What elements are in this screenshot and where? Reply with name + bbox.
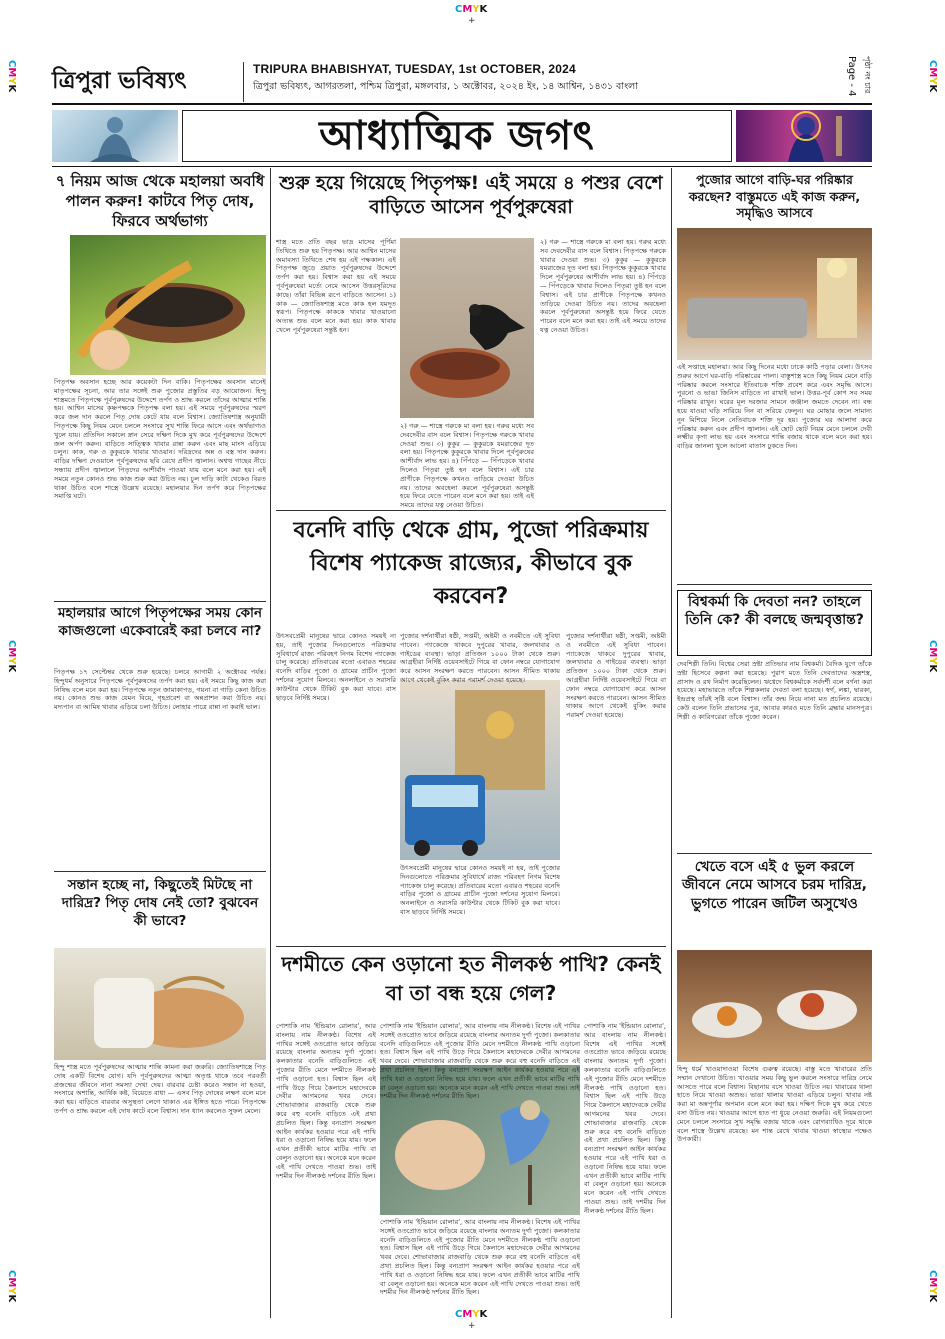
article-8-body-right: পোশাকি নাম 'ইন্ডিয়ান রোলার', আর বাংলায় নাম নীলকণ্ঠ। বিশেষ এই পাখির সঙ্গেই ওতপ্রোত ভাবে জড়িয়ে রয়েছে বাংলার অন্যতম দুর্গা পুজো। কলকাতার বনেদি বাড়িগুলিতে এই পুজোর রীতি মেনে দশমীতে নীলকণ্ঠ পাখি ওড়ানো হত। বিশ্বাস ছিল এই পাখি উড়ে গিয়ে কৈলাসে মহাদেবকে দেবীর আগমনের খবর দেবে। শোভাবাজার রাজবাড়ি থেকে শুরু করে বহু বনেদি বাড়িতে এই প্রথা প্রচলিত ছিল। কিন্তু বন্যপ্রাণ সংরক্ষণ আইন কার্যকর হওয়ার পরে এই পাখি ধরা ও ওড়ানো নিষিদ্ধ হয়ে যায়। ফলে এখন প্রতীকী ভাবে মাটির পাখি বা বেলুন ওড়ানো হয়। অনেকে মনে করেন এই পাখি দেখতে পাওয়া শুভ। তাই দশমীর দিন নীলকণ্ঠ দর্শনের রীতি ছিল। <box>584 1022 666 1215</box>
left-cmyk-mark-3: CMYK <box>6 1270 17 1303</box>
right-cmyk-mark-3: CMYK <box>927 1270 938 1303</box>
bottom-plus-mark: + <box>468 1321 476 1331</box>
masthead-rule <box>52 103 872 105</box>
divider-a2 <box>276 510 666 511</box>
right-cmyk-mark-2: CMYK <box>927 640 938 673</box>
left-cmyk-mark: CMYK <box>6 60 17 93</box>
shiva-meditation-image <box>52 110 178 162</box>
right-cmyk-mark: CMYK <box>927 60 938 93</box>
article-8-body-top: পোশাকি নাম 'ইন্ডিয়ান রোলার', আর বাংলায় নাম নীলকণ্ঠ। বিশেষ এই পাখির সঙ্গেই ওতপ্রোত ভাবে জড়িয়ে রয়েছে বাংলার অন্যতম দুর্গা পুজো। কলকাতার বনেদি বাড়িগুলিতে এই পুজোর রীতি মেনে দশমীতে নীলকণ্ঠ পাখি ওড়ানো হত। বিশ্বাস ছিল এই পাখি উড়ে গিয়ে কৈলাসে মহাদেবকে দেবীর আগমনের খবর দেবে। শোভাবাজার রাজবাড়ি থেকে শুরু করে বহু বনেদি বাড়িতে এই প্রথা প্রচলিত ছিল। কিন্তু বন্যপ্রাণ সংরক্ষণ আইন কার্যকর হওয়ার পরে এই পাখি ধরা ও ওড়ানো নিষিদ্ধ হয়ে যায়। ফলে এখন প্রতীকী ভাবে মাটির পাখি বা বেলুন ওড়ানো হয়। অনেকে মনে করেন এই পাখি দেখতে পাওয়া শুভ। তাই দশমীর দিন নীলকণ্ঠ দর্শনের রীতি ছিল। <box>380 1022 580 1101</box>
bottom-cmyk-mark: CMYK <box>455 1309 488 1320</box>
section-banner <box>182 110 732 162</box>
article-6-headline: মহালয়ার আগে পিতৃপক্ষের সময় কোন কাজগুলো একেবারেই করা চলবে না? <box>57 605 263 639</box>
tarpan-offering-image <box>70 235 266 375</box>
article-4-headline: বনেদি বাড়ি থেকে গ্রাম, পুজো পরিক্রমায় বিশেষ প্যাকেজ রাজ্যের, কীভাবে বুক করবেন? <box>293 518 649 609</box>
dateline-bengali: ত্রিপুরা ভবিষ্যৎ, আগরতলা, পশ্চিম ত্রিপুরা, মঙ্গলবার, ১ অক্টোবর, ২০২৪ ইং, ১৪ আশ্বিন, ১৪৩১ বাংলা <box>253 81 638 92</box>
article-3-body: এই সপ্তাহে মহালয়া। আর কিছু দিনের মধ্যে ঢাকে কাঠি পড়ার বেলা। উৎসব শুরুর আগে ঘর-বাড়ি পরিষ্কারের পালা। বাস্তুশাস্ত্র মতে কিছু নিয়ম মেনে বাড়ি পরিষ্কার করলে সংসারে ইতিবাচক শক্তি প্রবেশ করে এবং সমৃদ্ধি আসে। পুরনো ও ভাঙা জিনিস বাড়িতে না রাখাই ভাল। উত্তর-পূর্ব কোণ সব সময় পরিষ্কার রাখুন। ঘরের মূল দরজার সামনে জঞ্জাল জমতে দেবেন না। বন্ধ হয়ে যাওয়া ঘড়ি সারিয়ে নিন বা সরিয়ে ফেলুন। ঘর মোছার জলে সামান্য নুন মিশিয়ে নিলে নেতিবাচক শক্তি দূর হয়। পুজোর ঘর আলাদা করে পরিষ্কার করুন এবং প্রদীপ জ্বালান। এই ছোট ছোট নিয়ম মেনে চললে দেবী লক্ষ্মীর কৃপা লাভ হয় এবং সংসারে শান্তি বজায় থাকে বলে মনে করা হয়। বাড়ির জানলা খুলে আলো বাতাস ঢুকতে দিন। <box>677 363 872 451</box>
article-4-body-left: উৎসবপ্রেমী মানুষের দ্বারে কোনও সময়ই না হয়, তাই পুজোর দিনগুলোতে পরিক্রমার সুবিধার্থে রাজ্য পরিবহণ নিগম বিশেষ প্যাকেজ চালু করেছে। প্রতিবারের মতো এবারও শহরের বনেদি বাড়ির পুজো ও গ্রামের প্রাচীন পুজো দর্শনের সুযোগ মিলবে। অনলাইনে ও সরাসরি কাউন্টার থেকে টিকিট বুক করা যাবে। বাস ছাড়বে নির্দিষ্ট সময়ে। <box>276 632 396 702</box>
article-8-body-left: পোশাকি নাম 'ইন্ডিয়ান রোলার', আর বাংলায় নাম নীলকণ্ঠ। বিশেষ এই পাখির সঙ্গেই ওতপ্রোত ভাবে জড়িয়ে রয়েছে বাংলার অন্যতম দুর্গা পুজো। কলকাতার বনেদি বাড়িগুলিতে এই পুজোর রীতি মেনে দশমীতে নীলকণ্ঠ পাখি ওড়ানো হত। বিশ্বাস ছিল এই পাখি উড়ে গিয়ে কৈলাসে মহাদেবকে দেবীর আগমনের খবর দেবে। শোভাবাজার রাজবাড়ি থেকে শুরু করে বহু বনেদি বাড়িতে এই প্রথা প্রচলিত ছিল। কিন্তু বন্যপ্রাণ সংরক্ষণ আইন কার্যকর হওয়ার পরে এই পাখি ধরা ও ওড়ানো নিষিদ্ধ হয়ে যায়। ফলে এখন প্রতীকী ভাবে মাটির পাখি বা বেলুন ওড়ানো হয়। অনেকে মনে করেন এই পাখি দেখতে পাওয়া শুভ। তাই দশমীর দিন নীলকণ্ঠ দর্শনের রীতি ছিল। <box>276 1022 376 1180</box>
article-5-headline: বিশ্বকর্মা কি দেবতা নন? তাহলে তিনি কে? কী বলছে জন্মবৃত্তান্ত? <box>685 594 864 629</box>
divider-a3 <box>677 584 872 585</box>
wbtc-bus-durga-image <box>400 680 560 860</box>
kali-idol-image <box>736 110 872 162</box>
article-5-body: দেবশিল্পী তিনি। বিশ্বের সেরা স্রষ্টা প্রতিভার নাম বিশ্বকর্মা। বৈদিক যুগে তাঁকে স্রষ্টা হিসেবে কল্পনা করা হয়েছে। পুরাণ মতে তিনি দেবতাদের অস্ত্রশস্ত্র, প্রাসাদ ও রথ নির্মাণ করেছিলেন। ঋগ্বেদে বিশ্বকর্মাকে সর্বদর্শী বলে বর্ণনা করা হয়েছে। মহাভারতে তাঁকে শিল্পকলার দেবতা বলা হয়েছে। স্বর্গ, লঙ্কা, দ্বারকা, ইন্দ্রপ্রস্থ তাঁরই সৃষ্টি বলে বিশ্বাস। তাঁর জন্ম নিয়ে নানা মত প্রচলিত রয়েছে। কেউ বলেন তিনি প্রভাসের পুত্র, আবার কারও মতে তিনি ব্রহ্মার মানসপুত্র। শিল্পী ও কারিগরেরা তাঁকে পুজো করেন। <box>677 660 872 721</box>
article-4-body-right: পুজোর দর্শনার্থীরা ষষ্ঠী, সপ্তমী, অষ্টমী ও নবমীতে এই সুবিধা পাবেন। প্যাকেজে থাকবে দুপুরের খাবার, জলখাবার ও গাইডের ব্যবস্থা। ভাড়া প্রতিজন ১০০০ টাকা থেকে শুরু। আগ্রহীরা নির্দিষ্ট ওয়েবসাইটে গিয়ে বা ফোন নম্বরে যোগাযোগ করে আসন সংরক্ষণ করতে পারবেন। আসন সীমিত থাকায় আগে থেকেই বুকিং করার পরামর্শ দেওয়া হয়েছে। <box>566 632 666 720</box>
article-9-body: হিন্দু ধর্মে খাওয়াদাওয়া বিশেষ গুরুত্ব রয়েছে। বাস্তু মতে খাবারের প্রতি সম্মান দেখানো উচিত। খাওয়ার সময় কিছু ভুল করলে সংসারে দারিদ্র নেমে আসতে পারে বলে বিশ্বাস। বিছানায় বসে খাওয়া উচিত নয়। খাবারের থালা হাতে নিয়ে খাওয়া অশুভ। ভাঙা থালায় খাওয়া এড়িয়ে চলুন। খাবার নষ্ট করা মা অন্নপূর্ণার অপমান বলে মনে করা হয়। দক্ষিণ দিকে মুখ করে খেতে বসা উচিত নয়। খাওয়ার আগে হাত পা ধুয়ে নেওয়া জরুরি। এই নিয়মগুলো মেনে চললে সংসারে সুখ সমৃদ্ধি বজায় থাকে এবং রোগব্যাধিও দূরে থাকে বলে শাস্ত্রে উল্লেখ রয়েছে। মন শান্ত রেখে খাবার খাওয়া স্বাস্থ্যের পক্ষেও উপকারী। <box>677 1065 872 1144</box>
divider-a1 <box>54 601 266 602</box>
article-2-headline: শুরু হয়ে গিয়েছে পিতৃপক্ষ! এই সময়ে ৪ পশুর বেশে বাড়িতে আসেন পূর্বপুরুষেরা <box>279 173 663 219</box>
article-7-body: হিন্দু শাস্ত্র মতে পূর্বপুরুষদের আত্মার শান্তি কামনা করা জরুরি। জ্যোতিষশাস্ত্রে পিতৃ দোষ একটি বিশেষ যোগ। যদি পূর্বপুরুষদের আত্মা অতৃপ্ত থাকে তবে পরবর্তী প্রজন্মের জীবনে নানা সমস্যা দেখা দেয়। বারবার চেষ্টা করেও সন্তান না হওয়া, সংসারে অশান্তি, আর্থিক কষ্ট, বিয়েতে বাধা — এসব পিতৃ দোষের লক্ষণ বলে মনে করা হয়। বাড়িতে বারবার অসুস্থতা লেগে থাকাও এর ইঙ্গিত হতে পারে। পিতৃপক্ষে তর্পণ ও শ্রাদ্ধ করলে এই দোষ কাটে বলে বিশ্বাস। দান ধ্যান করলেও সুফল মেলে। <box>54 1063 266 1115</box>
page-number-label: Page - 4 <box>846 56 857 97</box>
bengali-meal-image <box>677 950 872 1062</box>
article-3-headline: পুজোর আগে বাড়ি-ঘর পরিষ্কার করছেন? বাস্তুমতে এই কাজ করুন, সমৃদ্ধিও আসবে <box>688 172 861 220</box>
divider-a6 <box>54 871 266 872</box>
living-room-image <box>677 228 872 360</box>
top-cmyk-mark: CMYK <box>455 4 488 15</box>
article-8-body-bottom: পোশাকি নাম 'ইন্ডিয়ান রোলার', আর বাংলায় নাম নীলকণ্ঠ। বিশেষ এই পাখির সঙ্গেই ওতপ্রোত ভাবে জড়িয়ে রয়েছে বাংলার অন্যতম দুর্গা পুজো। কলকাতার বনেদি বাড়িগুলিতে এই পুজোর রীতি মেনে দশমীতে নীলকণ্ঠ পাখি ওড়ানো হত। বিশ্বাস ছিল এই পাখি উড়ে গিয়ে কৈলাসে মহাদেবকে দেবীর আগমনের খবর দেবে। শোভাবাজার রাজবাড়ি থেকে শুরু করে বহু বনেদি বাড়িতে এই প্রথা প্রচলিত ছিল। কিন্তু বন্যপ্রাণ সংরক্ষণ আইন কার্যকর হওয়ার পরে এই পাখি ধরা ও ওড়ানো নিষিদ্ধ হয়ে যায়। ফলে এখন প্রতীকী ভাবে মাটির পাখি বা বেলুন ওড়ানো হয়। অনেকে মনে করেন এই পাখি দেখতে পাওয়া শুভ। তাই দশমীর দিন নীলকণ্ঠ দর্শনের রীতি ছিল। <box>380 1218 580 1297</box>
article-6-body: পিতৃপক্ষ ১৭ সেপ্টেম্বর থেকে শুরু হয়েছে। চলবে আগামী ২ অক্টোবর পর্যন্ত। হিন্দুধর্ম অনুসারে পিতৃপক্ষে পূর্বপুরুষদের তর্পণ করা হয়। এই সময়ে কিছু কাজ করা নিষিদ্ধ বলে মনে করা হয়। পিতৃপক্ষে নতুন জামাকাপড়, গয়না বা গাড়ি কেনা উচিত নয়। কোনও শুভ কাজ যেমন বিয়ে, গৃহপ্রবেশ বা অন্নপ্রাশন করা উচিত নয়। মদ্যপান বা আমিষ খাবার এড়িয়ে চলা উচিত। লোহার পাত্রে রান্না না করাই ভাল। <box>54 668 266 712</box>
masthead-divider <box>243 62 244 102</box>
page-number-label-bn: পৃষ্ঠা নং চার <box>863 56 872 94</box>
banner-rule <box>52 166 872 167</box>
article-2-body-caption: ২) গরু — শাস্ত্রে গরুকে মা বলা হয়। গরুর মধ্যে সব দেবদেবীর বাস বলে বিশ্বাস। পিতৃপক্ষে গরুকে খাবার দেওয়া শুভ। ৩) কুকুর — কুকুরকে যমরাজের দূত বলা হয়। পিতৃপক্ষে কুকুরকে খাবার দিলে পূর্বপুরুষের আশীর্বাদ লাভ হয়। ৪) পিঁপড়ে — পিঁপড়েকে খাবার দিলেও পিতৃরা তুষ্ট হন বলে বিশ্বাস। এই চার প্রাণীকে পিতৃপক্ষে কখনও তাড়িয়ে দেওয়া উচিত নয়। তাদের অবহেলা করলে পূর্বপুরুষেরা অসন্তুষ্ট হয়ে ফিরে যেতে পারেন বলে মনে করা হয়। তাই এই সময়ে তাদের যত্ন নেওয়া উচিত। <box>400 422 534 510</box>
divider-a4 <box>276 946 666 947</box>
article-7-headline: সন্তান হচ্ছে না, কিছুতেই মিটছে না দারিদ্র? পিতৃ দোষ নেই তো? বুঝবেন কী ভাবে? <box>61 877 259 929</box>
article-9-headline: খেতে বসে এই ৫ ভুল করলে জীবনে নেমে আসবে চরম দারিদ্র, ভুগতে পারেন জটিল অসুখেও <box>681 859 867 912</box>
crow-on-bowl-image <box>400 238 534 418</box>
column-divider-left <box>270 168 271 1318</box>
article-1-headline: ৭ নিয়ম আজ থেকে মহালয়া অবধি পালন করুন! কাটবে পিতৃ দোষ, ফিরবে অর্থভাগ্য <box>55 172 265 230</box>
pouring-water-ritual-image <box>54 948 266 1060</box>
article-1-body: পিতৃপক্ষ অবসান হচ্ছে আর কয়েকটা দিন বাকি। পিতৃপক্ষের অবসান মানেই মাতৃপক্ষের সূচনা, আর তার সঙ্গেই শুরু পুজোর প্রস্তুতির বড় আয়োজন। হিন্দু শাস্ত্রমতে পিতৃপক্ষে পূর্বপুরুষদের উদ্দেশে তর্পণ ও শ্রাদ্ধ করলে তাঁদের আত্মার শান্তি হয়। আশ্বিন মাসের কৃষ্ণপক্ষকে পিতৃপক্ষ বলা হয়। এই সময়ে পূর্বপুরুষদের স্মরণ করে জল দান করলে পিতৃ দোষ কেটে যায় বলে বিশ্বাস। জ্যোতিষশাস্ত্র অনুযায়ী পিতৃপক্ষে কিছু নিয়ম মেনে চললে সংসারে সুখ শান্তি ফিরে আসে এবং অর্থভাগ্যও খুলে যায়। প্রতিদিন সকালে স্নান সেরে দক্ষিণ দিকে মুখ করে পূর্বপুরুষদের উদ্দেশে জল অর্পণ করুন। বাড়িতে সাত্ত্বিক খাবার রান্না করুন এবং মাছ মাংস এড়িয়ে চলুন। কাক, গরু ও কুকুরকে খাবার খাওয়ান। দরিদ্রদের অন্ন ও বস্ত্র দান করুন। বাড়ির দক্ষিণ দেওয়ালে পূর্বপুরুষদের ছবি রেখে প্রদীপ জ্বালান। অশ্বত্থ গাছের নীচে সন্ধ্যায় প্রদীপ জ্বালালে পিতৃদের আশীর্বাদ পাওয়া যায় বলে মনে করা হয়। এই সময়ে নতুন কোনও শুভ কাজ শুরু করা উচিত নয়। চুল দাড়ি কাটা থেকেও বিরত থাকা উচিত বলে শাস্ত্রে উল্লেখ রয়েছে। মহালয়ার দিন তর্পণ করে পিতৃপক্ষের সমাপ্তি ঘটে। <box>54 378 266 501</box>
article-2-body-left: শাস্ত্র মতে প্রতি বছর ভাদ্র মাসের পূর্ণিমা তিথিতে শুরু হয় পিতৃপক্ষ। আর আশ্বিন মাসের অমাবস্যা তিথিতে শেষ হয় এই পক্ষকাল। এই পিতৃপক্ষ জুড়ে প্রয়াত পূর্বপুরুষদের উদ্দেশে তর্পণ করা হয়। বিশ্বাস করা হয় এই সময়ে পূর্বপুরুষেরা মর্ত্যে নেমে আসেন উত্তরসূরিদের কাছে। তাঁরা বিভিন্ন রূপে বাড়িতে আসেন। ১) কাক — জ্যোতিষশাস্ত্র মতে কাক হল যমদূত স্বরূপ। পিতৃপক্ষে কাককে খাবার খাওয়ানো অত্যন্ত শুভ বলে মনে করা হয়। কাক খাবার খেলে পূর্বপুরুষেরা সন্তুষ্ট হন। <box>276 238 396 334</box>
left-cmyk-mark-2: CMYK <box>6 640 17 673</box>
dateline-english: TRIPURA BHABISHYAT, TUESDAY, 1st OCTOBER, 2024 <box>253 62 576 76</box>
top-plus-mark: + <box>468 16 476 26</box>
section-banner-title: আধ্যাত্মিক জগৎ <box>319 112 595 159</box>
article-4-body-bottom: উৎসবপ্রেমী মানুষের দ্বারে কোনও সময়ই না হয়, তাই পুজোর দিনগুলোতে পরিক্রমার সুবিধার্থে রাজ্য পরিবহণ নিগম বিশেষ প্যাকেজ চালু করেছে। প্রতিবারের মতো এবারও শহরের বনেদি বাড়ির পুজো ও গ্রামের প্রাচীন পুজো দর্শনের সুযোগ মিলবে। অনলাইনে ও সরাসরি কাউন্টার থেকে টিকিট বুক করা যাবে। বাস ছাড়বে নির্দিষ্ট সময়ে। <box>400 864 560 916</box>
article-8-headline: দশমীতে কেন ওড়ানো হত নীলকণ্ঠ পাখি? কেনই বা তা বন্ধ হয়ে গেল? <box>281 952 661 1005</box>
article-5-headline-box <box>677 590 872 656</box>
masthead-title: ত্রিপুরা ভবিষ্যৎ <box>52 67 187 94</box>
article-4-body-top: পুজোর দর্শনার্থীরা ষষ্ঠী, সপ্তমী, অষ্টমী ও নবমীতে এই সুবিধা পাবেন। প্যাকেজে থাকবে দুপুরের খাবার, জলখাবার ও গাইডের ব্যবস্থা। ভাড়া প্রতিজন ১০০০ টাকা থেকে শুরু। আগ্রহীরা নির্দিষ্ট ওয়েবসাইটে গিয়ে বা ফোন নম্বরে যোগাযোগ করে আসন সংরক্ষণ করতে পারবেন। আসন সীমিত থাকায় আগে থেকেই বুকিং করার পরামর্শ দেওয়া হয়েছে। <box>400 632 560 684</box>
article-2-body-right: ২) গরু — শাস্ত্রে গরুকে মা বলা হয়। গরুর মধ্যে সব দেবদেবীর বাস বলে বিশ্বাস। পিতৃপক্ষে গরুকে খাবার দেওয়া শুভ। ৩) কুকুর — কুকুরকে যমরাজের দূত বলা হয়। পিতৃপক্ষে কুকুরকে খাবার দিলে পূর্বপুরুষের আশীর্বাদ লাভ হয়। ৪) পিঁপড়ে — পিঁপড়েকে খাবার দিলেও পিতৃরা তুষ্ট হন বলে বিশ্বাস। এই চার প্রাণীকে পিতৃপক্ষে কখনও তাড়িয়ে দেওয়া উচিত নয়। তাদের অবহেলা করলে পূর্বপুরুষেরা অসন্তুষ্ট হয়ে ফিরে যেতে পারেন বলে মনে করা হয়। তাই এই সময়ে তাদের যত্ন নেওয়া উচিত। <box>540 238 666 334</box>
column-divider-right <box>671 168 672 1318</box>
divider-a5 <box>677 853 872 854</box>
